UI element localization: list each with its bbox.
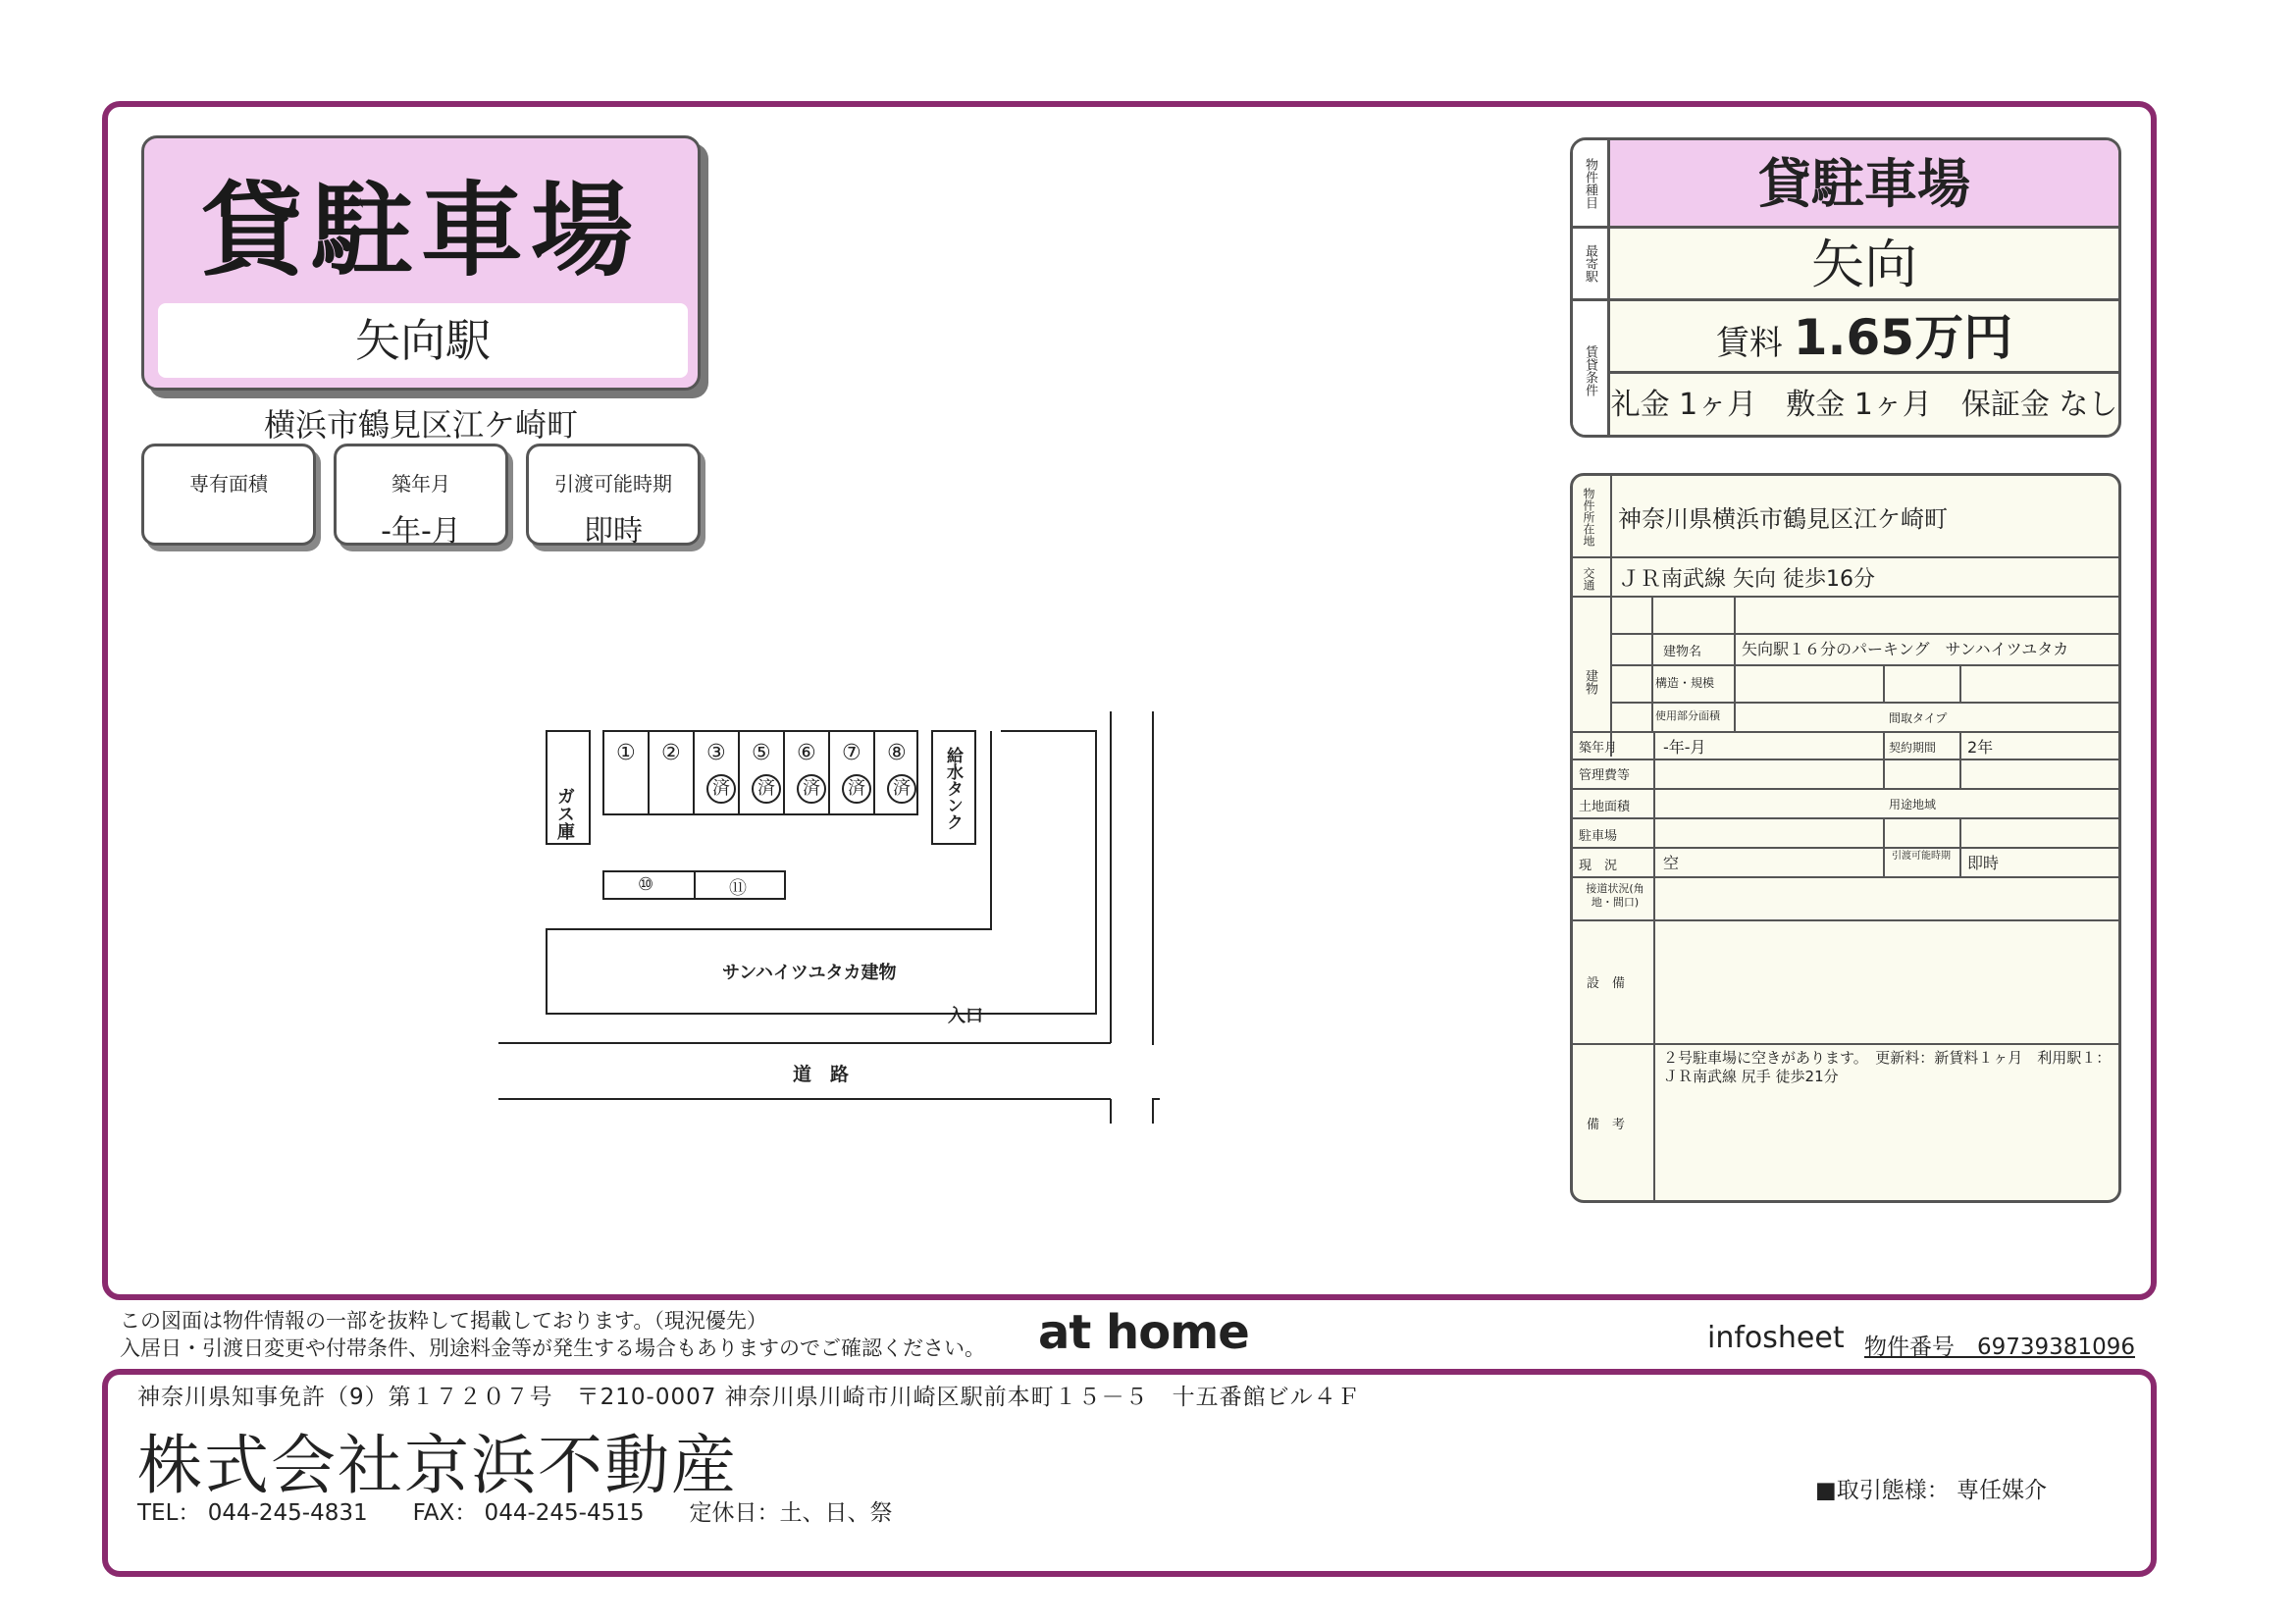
space-7: ⑦ [842,741,861,765]
parking-label: 駐車場 [1579,829,1618,844]
summary-station: 矢向 [1610,229,2118,301]
gas-store-text: ガス庫 [554,787,575,840]
summary-box [1570,137,2121,438]
space-6: ⑥ [797,741,816,765]
transport-label: 交通 [1582,567,1595,591]
contract-value: 2年 [1967,738,1994,757]
remarks-label: 備 考 [1587,1118,1626,1132]
property-number: 物件番号 69739381096 [1864,1335,2135,1360]
title-address: 横浜市鶴見区江ケ崎町 [263,406,578,444]
water-tank-text: 給水タンク [943,747,963,830]
mgmt-label: 管理費等 [1579,768,1631,783]
contact-info: TEL： 044-245-4831 FAX： 044-245-4515 定休日：土、日、祭 [137,1500,893,1526]
land-label: 土地面積 [1579,800,1631,814]
space-8: ⑧ [887,741,907,765]
location-label: 物件所在地 [1582,488,1595,547]
space-2: ② [661,741,681,765]
road-label: 道 路 [793,1064,850,1085]
space-11: ⑪ [729,878,747,899]
space-5: ⑤ [752,741,771,765]
transport-value: ＪＲ南武線 矢向 徒歩16分 [1618,567,1875,592]
summary-type: 貸駐車場 [1610,140,2118,229]
layout-type-label: 間取タイプ [1889,711,1948,725]
summary-side-type: 物件種目 [1573,140,1610,229]
summary-side-station: 最寄駅 [1573,229,1610,301]
space-10: ⑩ [638,874,654,895]
entrance-label: 入口 [948,1006,983,1026]
rented-mark-8: 済 [887,774,916,804]
contract-label: 契約期間 [1889,741,1937,755]
summary-rent [1610,301,2118,374]
space-1: ① [616,741,636,765]
building-name-label: 建物名 [1663,645,1702,659]
site-map [491,702,1177,1133]
rented-mark-3: 済 [706,774,736,804]
card-handover-label: 引渡可能時期 [554,472,672,496]
building-label: サンハイツユタカ建物 [722,963,897,983]
title-station: 矢向駅 [158,303,688,378]
remarks-value: ２号駐車場に空きがあります。 更新料：新賃料１ヶ月 利用駅１：ＪＲ南武線 尻手 徒歩21分 [1663,1049,2112,1085]
page-title: 貸駐車場 [200,171,641,290]
infosheet-label: infosheet [1707,1321,1845,1355]
card-built-value: -年-月 [381,514,461,549]
rented-mark-7: 済 [842,774,871,804]
status-value: 空 [1663,854,1680,872]
card-built-label: 築年月 [391,472,450,496]
footer-note-1: この図面は物件情報の一部を抜粋して掲載しております。（現況優先） [120,1309,767,1333]
card-area-label: 専有面積 [189,472,268,496]
card-area [141,444,316,546]
area-label: 使用部分面積 [1655,709,1720,722]
structure-label: 構造・規模 [1655,676,1715,690]
transaction-type: ■取引態様： 専任媒介 [1815,1478,2048,1503]
space-3: ③ [706,741,726,765]
rent-label: 賃料 [1715,324,1783,363]
rented-mark-5: 済 [752,774,781,804]
summary-conditions: 礼金 1ヶ月 敷金 1ヶ月 保証金 なし [1610,388,2118,422]
detail-table [1570,473,2121,1203]
license-address: 神奈川県知事免許（9）第１７２０７号 〒210-0007 神奈川県川崎市川崎区駅前本町１５－５ 十五番館ビル４Ｆ [137,1385,1361,1410]
card-handover-value: 即時 [584,514,643,549]
built-label: 築年月 [1579,741,1618,756]
summary-side-cond: 賃貸条件 [1573,301,1610,438]
athome-logo: at home [1038,1305,1249,1360]
status-label: 現 況 [1579,859,1618,873]
built-value: -年-月 [1663,738,1706,757]
company-name: 株式会社京浜不動産 [137,1428,738,1503]
handover-value: 即時 [1967,854,2000,872]
equipment-label: 設 備 [1587,976,1626,991]
building-label: 建物 [1583,669,1597,695]
road-label: 接道状況(角地・間口) [1586,882,1644,909]
zoning-label: 用途地域 [1889,798,1937,812]
handover-label: 引渡可能時期 [1892,851,1951,862]
card-built [334,444,508,549]
title-box [141,135,701,391]
card-handover [526,444,701,549]
rented-mark-6: 済 [797,774,826,804]
rent-value: 1.65万円 [1793,309,2013,366]
building-name-value: 矢向駅１６分のパーキング サンハイツユタカ [1742,640,2069,658]
location-value: 神奈川県横浜市鶴見区江ケ崎町 [1618,505,1948,533]
footer-note-2: 入居日・引渡日変更や付帯条件、別途料金等が発生する場合もありますのでご確認ください。 [120,1336,985,1360]
